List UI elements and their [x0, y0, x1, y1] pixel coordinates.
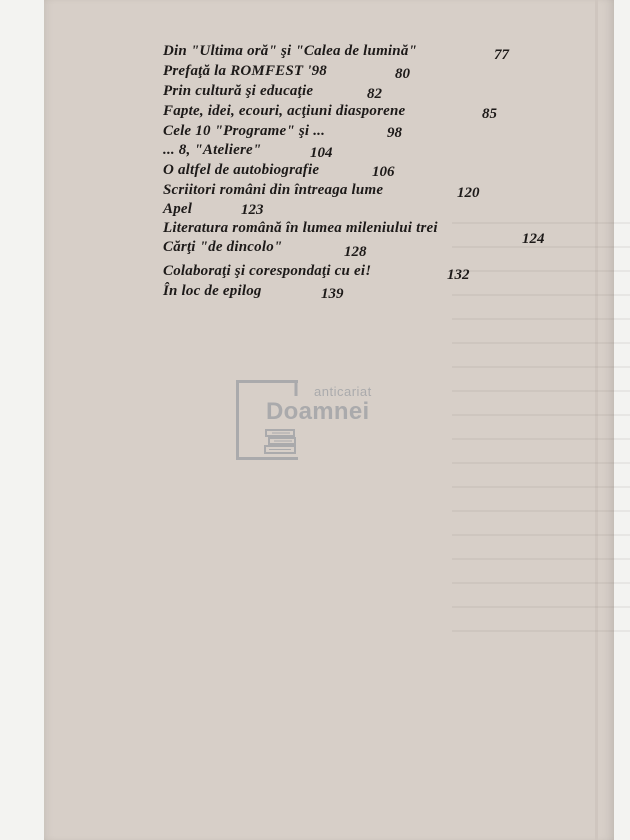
- toc-entry-page: 77: [494, 47, 509, 63]
- toc-entry-page: 139: [321, 286, 344, 302]
- toc-entry-page: 82: [367, 86, 382, 102]
- toc-entry-title: O altfel de autobiografie: [163, 162, 320, 178]
- toc-entry-page: 80: [395, 66, 410, 82]
- toc-entry-title: Colaboraţi şi corespondaţi cu ei!: [163, 263, 372, 279]
- toc-entry-page: 124: [522, 231, 545, 247]
- toc-entry-title: Din "Ultima oră" şi "Calea de lumină": [163, 43, 418, 59]
- watermark-brand: Doamnei: [266, 398, 370, 425]
- toc-entry-page: 128: [344, 244, 367, 260]
- toc-entry-page: 120: [457, 185, 480, 201]
- toc-entry-page: 123: [241, 202, 264, 218]
- toc-entry-page: 104: [310, 145, 333, 161]
- books-stack-icon: [264, 428, 298, 456]
- toc-entry-title: Prefaţă la ROMFEST '98: [163, 63, 327, 79]
- toc-entry-title: Fapte, idei, ecouri, acţiuni diasporene: [163, 103, 406, 119]
- toc-entry-page: 106: [372, 164, 395, 180]
- toc-entry-title: Scriitori români din întreaga lume: [163, 182, 384, 198]
- toc-entry-title: Cele 10 "Programe" şi ...: [163, 123, 326, 139]
- toc-entry-title: Apel: [163, 201, 193, 217]
- toc-entry-title: În loc de epilog: [163, 283, 262, 299]
- watermark-small-text: anticariat: [314, 384, 372, 399]
- toc-entry-title: Literatura română în lumea mileniului trei: [163, 220, 438, 236]
- toc-entry-page: 132: [447, 267, 470, 283]
- toc-entry-page: 98: [387, 125, 402, 141]
- toc-entry-page: 85: [482, 106, 497, 122]
- watermark-logo: [236, 380, 406, 462]
- toc-entry-title: Prin cultură şi educaţie: [163, 83, 314, 99]
- toc-entry-title: ... 8, "Ateliere": [163, 142, 262, 158]
- toc-entry-title: Cărţi "de dincolo": [163, 239, 283, 255]
